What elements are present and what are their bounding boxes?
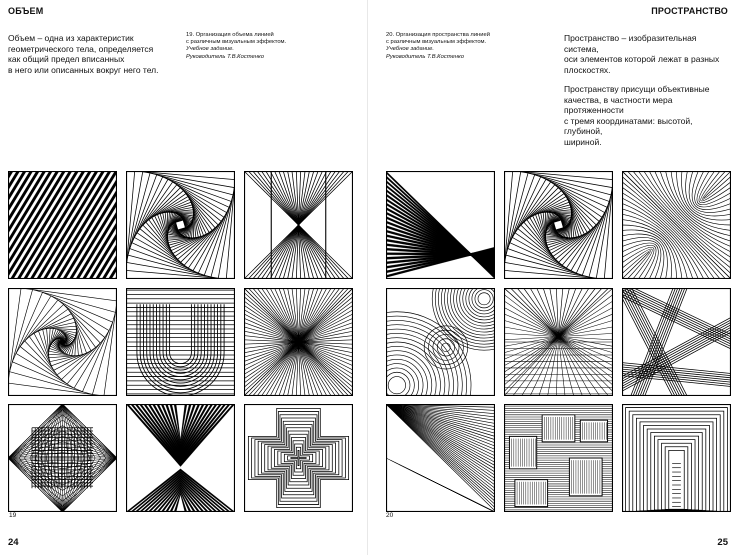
intro-line: шириной. <box>564 136 602 147</box>
intro-paragraph <box>564 33 726 75</box>
artwork-tile <box>504 404 613 512</box>
artwork-tile <box>126 404 235 512</box>
right-figure-caption <box>386 32 536 61</box>
artwork-tile <box>8 288 117 396</box>
caption-line: 19. Организация объема линией <box>186 32 274 38</box>
corridor-drawing <box>622 404 731 512</box>
page-number: 25 <box>717 537 728 548</box>
spiral-square-drawing <box>8 288 117 396</box>
right-page-header: ПРОСТРАНСТВО <box>651 6 728 16</box>
artwork-tile <box>8 171 117 279</box>
figure-number: 20 <box>386 512 394 519</box>
perspective-room-drawing <box>504 288 613 396</box>
artwork-tile <box>126 171 235 279</box>
left-page-header: ОБЪЕМ <box>8 6 44 16</box>
intro-line: как общий предел вписанных <box>8 54 125 64</box>
caption-author: Руководитель Т.В.Костенко <box>186 53 264 60</box>
intro-line: Объем – одна из характеристик <box>8 33 134 43</box>
caption-author: Руководитель Т.В.Костенко <box>386 53 464 60</box>
artwork-tile <box>504 171 613 279</box>
arches-drawing <box>126 288 235 396</box>
artwork-tile <box>386 404 495 512</box>
starburst-drawing <box>244 288 353 396</box>
artwork-tile <box>244 404 353 512</box>
left-intro-text <box>8 33 168 75</box>
page-number: 24 <box>8 537 19 548</box>
circle-arcs-drawing <box>386 288 495 396</box>
intro-line: с тремя координатами: высотой, глубиной, <box>564 115 693 136</box>
artwork-tile <box>504 288 613 396</box>
diamond-lines-drawing <box>244 171 353 279</box>
curve-lines-drawing <box>622 171 731 279</box>
artwork-tile <box>244 171 353 279</box>
intro-paragraph <box>564 84 726 147</box>
intro-line: Пространство – изобразительная система, <box>564 33 697 54</box>
artwork-tile <box>622 171 731 279</box>
left-figure-caption <box>186 32 336 61</box>
cross-nested-drawing <box>244 404 353 512</box>
artwork-tile <box>126 288 235 396</box>
artwork-tile <box>622 404 731 512</box>
right-page <box>368 0 736 555</box>
intro-line: Пространству присущи объективные <box>564 84 710 94</box>
woven-bands-drawing <box>622 288 731 396</box>
caption-line: с различным визуальным эффектом. <box>186 39 287 46</box>
intro-line: плоскостях. <box>564 64 611 75</box>
figure-number: 19 <box>9 512 17 519</box>
intro-line: оси элементов которой лежат в разных <box>564 54 720 64</box>
caption-note: Учебное задание. <box>186 46 234 53</box>
fan-corner-drawing <box>386 404 495 512</box>
artwork-tile <box>622 288 731 396</box>
vortex-square-drawing <box>126 171 235 279</box>
artwork-tile <box>8 404 117 512</box>
right-intro-text <box>564 33 726 156</box>
intro-line: качества, в частности мера протяженности <box>564 94 673 115</box>
caption-line: с различным визуальным эффектом. <box>386 39 487 46</box>
stripes-diagonal-drawing <box>8 171 117 279</box>
caption-line: 20. Организация пространства линией <box>386 32 490 38</box>
grid-diamond-drawing <box>8 404 117 512</box>
intro-line: в него или описанных вокруг него тел. <box>8 64 159 75</box>
v-stripes-drawing <box>126 404 235 512</box>
fan-lines-drawing <box>386 171 495 279</box>
artwork-tile <box>244 288 353 396</box>
vortex-square-drawing <box>504 171 613 279</box>
intro-line: геометрического тела, определяется <box>8 43 154 54</box>
artwork-tile <box>386 288 495 396</box>
caption-note: Учебное задание. <box>386 46 434 53</box>
blocks-3d-drawing <box>504 404 613 512</box>
artwork-tile <box>386 171 495 279</box>
